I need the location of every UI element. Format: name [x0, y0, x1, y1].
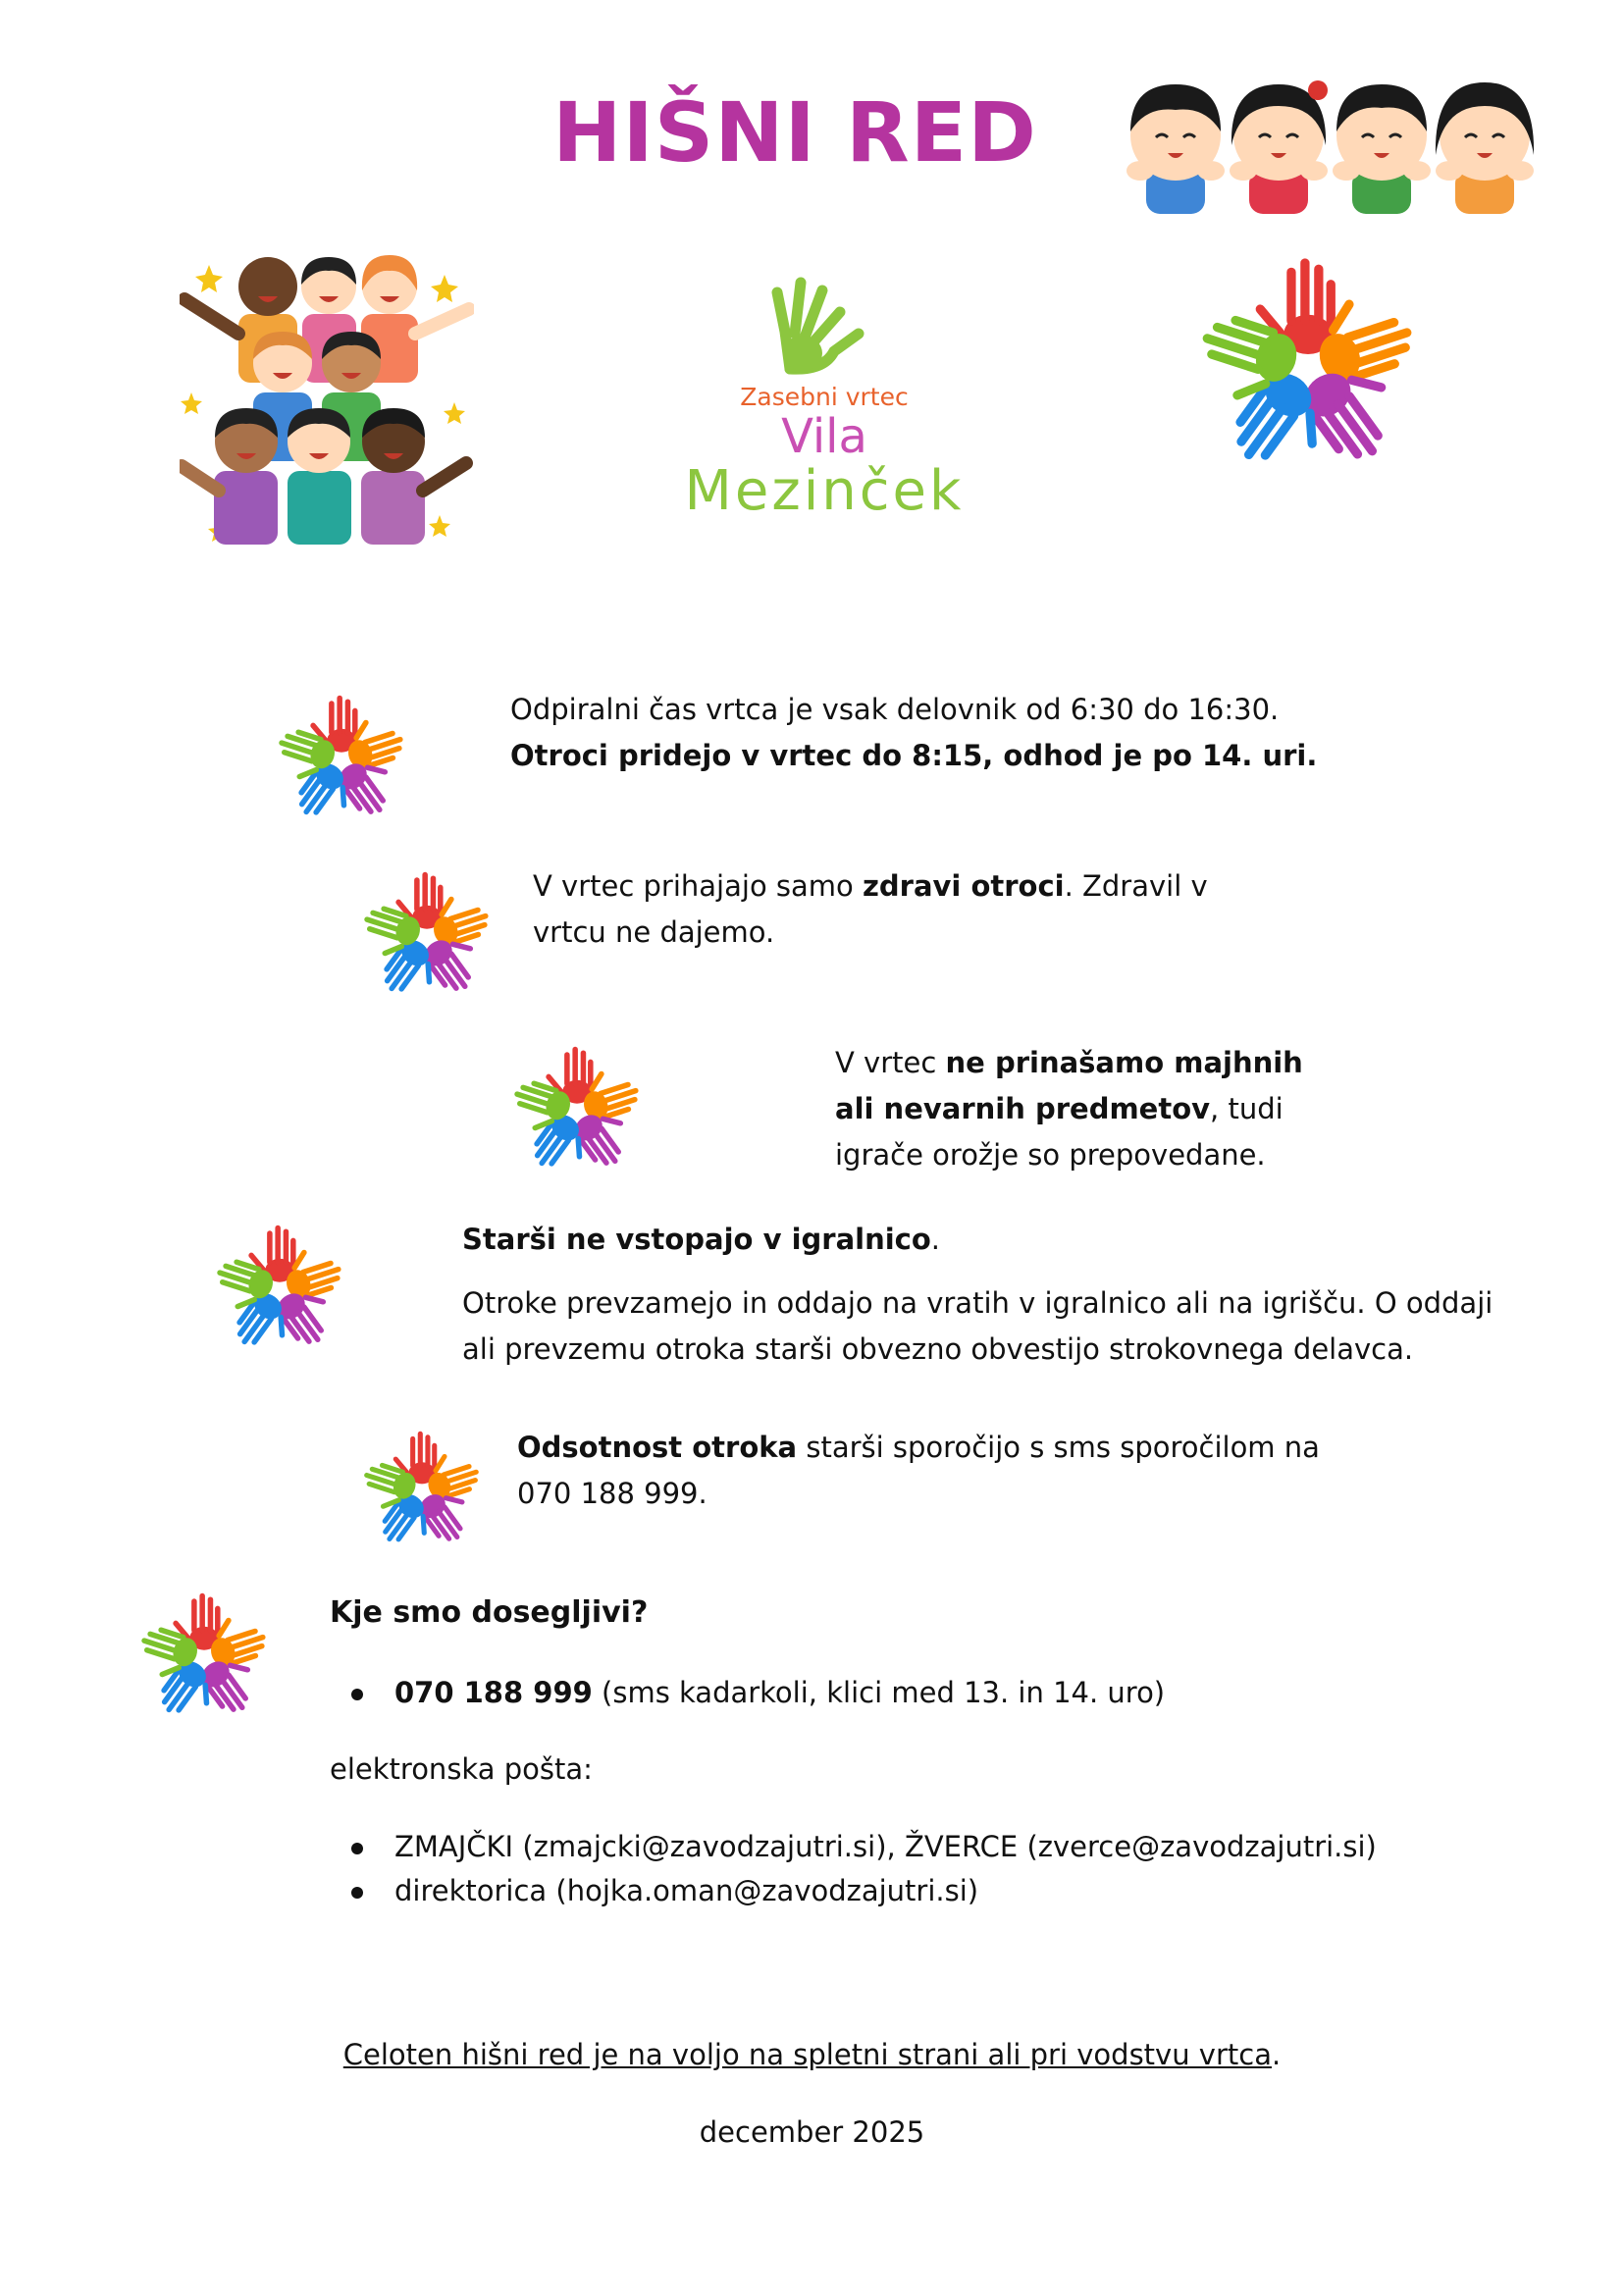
handprint-flower-icon — [348, 863, 505, 1011]
handprint-flower-icon — [498, 1038, 655, 1185]
email-list — [330, 1825, 1556, 1913]
logo-line3: Mezinček — [684, 459, 965, 523]
handprint-flower-icon — [263, 687, 420, 834]
email-label: elektronska pošta: — [330, 1752, 593, 1786]
kindergarten-logo — [667, 273, 981, 538]
list-item: 070 188 999 (sms kadarkoli, klici med 13. in 14. uro) — [330, 1671, 1507, 1715]
footer-note: Celoten hišni red je na voljo na spletni strani ali pri vodstvu vrtca. — [342, 2038, 1282, 2071]
contact-heading: Kje smo dosegljivi? — [330, 1595, 649, 1630]
handprint-flower-icon — [126, 1585, 283, 1732]
rule-opening-hours: Odpiralni čas vrtca je vsak delovnik od 6:30 do 16:30. Otroci pridejo v vrtec do 8:15, odhod je po 14. uri. — [510, 693, 1318, 772]
rule-parents: Starši ne vstopajo v igralnico. Otroke prevzamejo in oddajo na vratih v igralnico ali na igrišču. O oddaji ali prevzemu otroka starši obvezno obvestijo strokovnega delavca. — [462, 1223, 1493, 1366]
handprint-flower-icon — [1180, 245, 1436, 491]
children-group-icon — [180, 245, 474, 549]
handprint-flower-icon — [348, 1423, 496, 1560]
green-hand-icon — [667, 273, 981, 381]
handprint-flower-icon — [201, 1217, 358, 1364]
rule-absence: Odsotnost otroka starši sporočijo s sms sporočilom na 070 188 999. — [517, 1431, 1320, 1510]
list-item: ZMAJČKI (zmajcki@zavodzajutri.si), ŽVERCE (zverce@zavodzajutri.si) — [330, 1825, 1556, 1869]
full-house-rules-link[interactable]: Celoten hišni red je na voljo na spletni strani ali pri vodstvu vrtca — [342, 2038, 1272, 2071]
rule-objects: V vrtec ne prinašamo majhnih ali nevarnih predmetov, tudi igrače orožje so prepovedane. — [835, 1046, 1303, 1172]
kids-faces-icon — [1122, 77, 1563, 219]
list-item: direktorica (hojka.oman@zavodzajutri.si) — [330, 1869, 1556, 1913]
logo-line2: Vila — [781, 409, 867, 464]
logo-line1: Zasebni vrtec — [740, 383, 909, 411]
page-title: HIŠNI RED — [552, 84, 1037, 181]
phone-list — [330, 1671, 1507, 1715]
footer-date: december 2025 — [699, 2115, 925, 2149]
rule-healthy-children: V vrtec prihajajo samo zdravi otroci. Zdravil v vrtcu ne dajemo. — [533, 869, 1208, 949]
